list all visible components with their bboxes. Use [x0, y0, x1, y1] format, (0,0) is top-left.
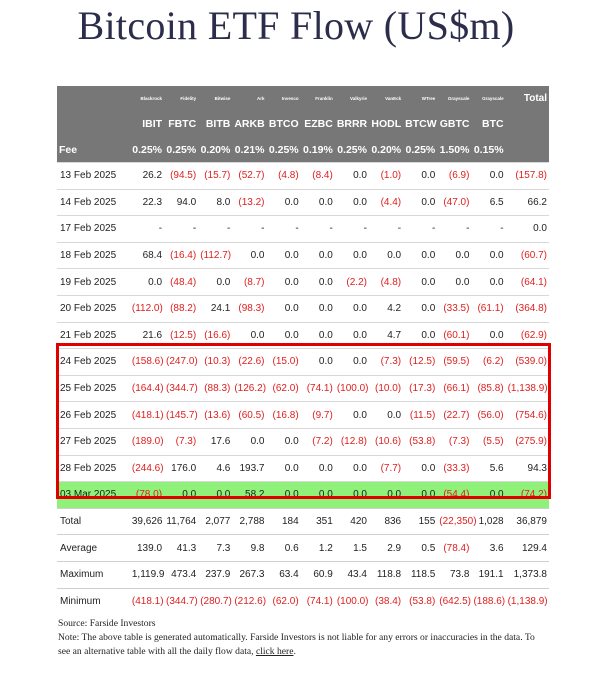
footer — [58, 617, 538, 659]
flow-cell: 0.0 — [232, 242, 266, 269]
flow-cell: 0.0 — [267, 269, 301, 296]
flow-cell: 0.0 — [232, 428, 266, 455]
fee-cell: 0.20% — [198, 138, 232, 163]
flow-cell: (13.6) — [198, 402, 232, 429]
page-title: Bitcoin ETF Flow (US$m) — [77, 3, 515, 48]
issuer-header-cell: Invesco — [267, 86, 301, 110]
ticker-header-cell: BTC — [471, 110, 505, 138]
flow-cell: 176.0 — [164, 455, 198, 482]
date-cell: 28 Feb 2025 — [57, 455, 130, 482]
flow-cell: (33.3) — [437, 455, 471, 482]
flow-cell: 0.0 — [335, 455, 369, 482]
flow-cell: (4.4) — [369, 189, 403, 216]
flow-cell: (74.1) — [301, 375, 335, 402]
date-cell: 17 Feb 2025 — [57, 216, 130, 243]
flow-cell: 68.4 — [130, 242, 164, 269]
stat-cell: (418.1) — [130, 588, 164, 614]
flow-cell: (7.3) — [164, 428, 198, 455]
flow-cell: - — [267, 216, 301, 243]
fee-cell: 0.20% — [369, 138, 403, 163]
row-total-cell: (157.8) — [506, 163, 549, 190]
stat-cell: 1,119.9 — [130, 561, 164, 588]
flow-cell: (7.2) — [301, 428, 335, 455]
stats-row — [57, 588, 549, 614]
flow-cell: (112.0) — [130, 295, 164, 322]
stat-label-cell: Total — [57, 508, 130, 535]
fee-label-cell: Fee — [57, 138, 130, 163]
stat-cell: 118.5 — [403, 561, 437, 588]
row-total-cell: (64.1) — [506, 269, 549, 296]
stat-cell: 2.9 — [369, 535, 403, 562]
table-row — [57, 455, 549, 482]
flow-cell: (8.4) — [301, 163, 335, 190]
stat-cell: 191.1 — [471, 561, 505, 588]
flow-cell: (344.7) — [164, 375, 198, 402]
issuer-header-cell: Valkyrie — [335, 86, 369, 110]
stat-cell: 41.3 — [164, 535, 198, 562]
ticker-header-row — [57, 110, 549, 138]
fee-cell: 0.15% — [471, 138, 505, 163]
flow-cell: (7.3) — [369, 349, 403, 376]
stat-cell: 118.8 — [369, 561, 403, 588]
flow-cell: (12.8) — [335, 428, 369, 455]
flow-cell: (7.7) — [369, 455, 403, 482]
flow-cell: (48.4) — [164, 269, 198, 296]
click-here-link[interactable]: click here — [255, 646, 294, 657]
flow-cell: (98.3) — [232, 295, 266, 322]
flow-cell: (10.0) — [369, 375, 403, 402]
flow-cell: 4.7 — [369, 322, 403, 349]
stat-cell: 1,028 — [471, 508, 505, 535]
stat-total-cell: 1,373.8 — [506, 561, 549, 588]
flow-cell: 0.0 — [437, 242, 471, 269]
stat-cell: (280.7) — [198, 588, 232, 614]
flow-cell: 0.0 — [198, 269, 232, 296]
flow-cell: (10.3) — [198, 349, 232, 376]
flow-cell: (15.0) — [267, 349, 301, 376]
stats-row — [57, 508, 549, 535]
flow-cell: 0.0 — [403, 189, 437, 216]
stats-row — [57, 561, 549, 588]
etf-flow-table — [57, 86, 549, 614]
flow-cell: (6.9) — [437, 163, 471, 190]
table-row — [57, 428, 549, 455]
stat-cell: (642.5) — [437, 588, 471, 614]
flow-cell: 0.0 — [471, 242, 505, 269]
table-row — [57, 189, 549, 216]
ticker-header-cell: BTCO — [267, 110, 301, 138]
flow-cell: (145.7) — [164, 402, 198, 429]
flow-cell: 0.0 — [301, 189, 335, 216]
flow-cell: (52.7) — [232, 163, 266, 190]
flow-cell: 0.0 — [403, 455, 437, 482]
row-total-cell: (275.9) — [506, 428, 549, 455]
flow-cell: (17.3) — [403, 375, 437, 402]
row-total-cell: 66.2 — [506, 189, 549, 216]
stat-cell: 836 — [369, 508, 403, 535]
stat-cell: (38.4) — [369, 588, 403, 614]
header-blank-cell — [506, 110, 549, 138]
stat-cell: 351 — [301, 508, 335, 535]
flow-cell: 0.0 — [335, 482, 369, 509]
flow-cell: 0.0 — [301, 455, 335, 482]
flow-cell: 0.0 — [471, 322, 505, 349]
stat-cell: 473.4 — [164, 561, 198, 588]
flow-cell: 58.2 — [232, 482, 266, 509]
stat-cell: 139.0 — [130, 535, 164, 562]
flow-cell: (7.3) — [437, 428, 471, 455]
flow-cell: (88.2) — [164, 295, 198, 322]
fee-cell: 0.25% — [403, 138, 437, 163]
flow-cell: 0.0 — [335, 402, 369, 429]
flow-cell: 22.3 — [130, 189, 164, 216]
date-cell: 19 Feb 2025 — [57, 269, 130, 296]
flow-cell: (189.0) — [130, 428, 164, 455]
stat-label-cell: Maximum — [57, 561, 130, 588]
flow-cell: (9.7) — [301, 402, 335, 429]
table-row — [57, 242, 549, 269]
issuer-header-cell: Grayscale — [471, 86, 505, 110]
date-cell: 14 Feb 2025 — [57, 189, 130, 216]
flow-cell: (88.3) — [198, 375, 232, 402]
header-blank-cell — [57, 110, 130, 138]
row-total-cell: (1,138.9) — [506, 375, 549, 402]
flow-cell: 0.0 — [232, 322, 266, 349]
flow-cell: (11.5) — [403, 402, 437, 429]
issuer-header-cell: Grayscale — [437, 86, 471, 110]
flow-cell: (22.7) — [437, 402, 471, 429]
stat-cell: (78.4) — [437, 535, 471, 562]
flow-cell: (100.0) — [335, 375, 369, 402]
ticker-header-cell: HODL — [369, 110, 403, 138]
issuer-header-cell: WTree — [403, 86, 437, 110]
flow-cell: 193.7 — [232, 455, 266, 482]
flow-cell: - — [164, 216, 198, 243]
stat-cell: 2,788 — [232, 508, 266, 535]
stat-cell: 60.9 — [301, 561, 335, 588]
flow-cell: (247.0) — [164, 349, 198, 376]
flow-cell: (6.2) — [471, 349, 505, 376]
flow-cell: - — [130, 216, 164, 243]
table-row — [57, 322, 549, 349]
issuer-header-cell: Fidelity — [164, 86, 198, 110]
flow-cell: 0.0 — [335, 242, 369, 269]
flow-cell: 94.0 — [164, 189, 198, 216]
flow-cell: (5.5) — [471, 428, 505, 455]
daily-flows — [57, 163, 549, 509]
fee-cell: 0.25% — [130, 138, 164, 163]
flow-cell: 0.0 — [471, 482, 505, 509]
flow-cell: - — [369, 216, 403, 243]
ticker-header-cell: BTCW — [403, 110, 437, 138]
stat-cell: 0.5 — [403, 535, 437, 562]
date-cell: 03 Mar 2025 — [57, 482, 130, 509]
flow-cell: 0.0 — [403, 242, 437, 269]
table-row — [57, 349, 549, 376]
flow-cell: 4.2 — [369, 295, 403, 322]
issuer-header-cell: Franklin — [301, 86, 335, 110]
issuer-header-cell: Blackrock — [130, 86, 164, 110]
header-corner-cell — [57, 86, 130, 110]
stat-cell: 11,764 — [164, 508, 198, 535]
flow-cell: 0.0 — [267, 428, 301, 455]
flow-cell: (59.5) — [437, 349, 471, 376]
flow-cell: - — [335, 216, 369, 243]
flow-cell: (16.4) — [164, 242, 198, 269]
fee-cell: 1.50% — [437, 138, 471, 163]
flow-cell: 17.6 — [198, 428, 232, 455]
issuer-header-cell: VanEck — [369, 86, 403, 110]
flow-cell: 0.0 — [335, 163, 369, 190]
flow-cell: (53.8) — [403, 428, 437, 455]
row-total-cell: (754.6) — [506, 402, 549, 429]
stat-cell: 420 — [335, 508, 369, 535]
row-total-cell: 94.3 — [506, 455, 549, 482]
stat-cell: (62.0) — [267, 588, 301, 614]
date-cell: 18 Feb 2025 — [57, 242, 130, 269]
flow-cell: 0.0 — [301, 482, 335, 509]
date-cell: 13 Feb 2025 — [57, 163, 130, 190]
flow-cell: 26.2 — [130, 163, 164, 190]
table-row — [57, 375, 549, 402]
flow-cell: 0.0 — [403, 269, 437, 296]
flow-cell: 0.0 — [369, 482, 403, 509]
ticker-header-cell: BITB — [198, 110, 232, 138]
stat-cell: (212.6) — [232, 588, 266, 614]
table-row — [57, 163, 549, 190]
flow-cell: 0.0 — [267, 242, 301, 269]
flow-cell: (12.5) — [164, 322, 198, 349]
flow-cell: 0.0 — [471, 269, 505, 296]
flow-cell: 0.0 — [437, 269, 471, 296]
stat-total-cell: 36,879 — [506, 508, 549, 535]
ticker-header-cell: FBTC — [164, 110, 198, 138]
flow-cell: 0.0 — [403, 482, 437, 509]
stat-cell: (100.0) — [335, 588, 369, 614]
stat-label-cell: Average — [57, 535, 130, 562]
flow-cell: 21.6 — [130, 322, 164, 349]
stat-cell: 3.6 — [471, 535, 505, 562]
header-blank-cell — [506, 138, 549, 163]
fee-header-row — [57, 138, 549, 163]
ticker-header-cell: IBIT — [130, 110, 164, 138]
flow-cell: (12.5) — [403, 349, 437, 376]
flow-cell: 0.0 — [301, 322, 335, 349]
date-cell: 27 Feb 2025 — [57, 428, 130, 455]
stat-cell: 1.5 — [335, 535, 369, 562]
flow-cell: - — [198, 216, 232, 243]
row-total-cell: (60.7) — [506, 242, 549, 269]
flow-cell: (418.1) — [130, 402, 164, 429]
stat-cell: (344.7) — [164, 588, 198, 614]
flow-cell: (1.0) — [369, 163, 403, 190]
flow-cell: (60.5) — [232, 402, 266, 429]
flow-cell: 0.0 — [335, 322, 369, 349]
flow-cell: (4.8) — [267, 163, 301, 190]
fee-cell: 0.25% — [267, 138, 301, 163]
table-row — [57, 216, 549, 243]
flow-cell: (85.8) — [471, 375, 505, 402]
date-cell: 20 Feb 2025 — [57, 295, 130, 322]
row-total-cell: (74.2) — [506, 482, 549, 509]
flow-cell: (13.2) — [232, 189, 266, 216]
issuer-header-row — [57, 86, 549, 110]
flow-cell: 0.0 — [267, 189, 301, 216]
stats-row — [57, 535, 549, 562]
stat-cell: 155 — [403, 508, 437, 535]
flow-cell: (33.5) — [437, 295, 471, 322]
flow-cell: (112.7) — [198, 242, 232, 269]
stat-cell: 63.4 — [267, 561, 301, 588]
flow-cell: 24.1 — [198, 295, 232, 322]
flow-cell: (15.7) — [198, 163, 232, 190]
fee-cell: 0.19% — [301, 138, 335, 163]
flow-cell: (126.2) — [232, 375, 266, 402]
date-cell: 26 Feb 2025 — [57, 402, 130, 429]
stat-total-cell: (1,138.9) — [506, 588, 549, 614]
stat-cell: 184 — [267, 508, 301, 535]
stat-total-cell: 129.4 — [506, 535, 549, 562]
flow-cell: 0.0 — [198, 482, 232, 509]
flow-cell: (22.6) — [232, 349, 266, 376]
flow-cell: 0.0 — [335, 295, 369, 322]
flow-cell: (16.6) — [198, 322, 232, 349]
table-row — [57, 269, 549, 296]
flow-cell: (94.5) — [164, 163, 198, 190]
flow-cell: 0.0 — [403, 322, 437, 349]
stat-cell: (53.8) — [403, 588, 437, 614]
ticker-header-cell: BRRR — [335, 110, 369, 138]
stat-cell: 237.9 — [198, 561, 232, 588]
flow-cell: 0.0 — [267, 295, 301, 322]
flow-cell: 0.0 — [130, 269, 164, 296]
row-total-cell: (539.0) — [506, 349, 549, 376]
summary-stats — [57, 508, 549, 614]
flow-cell: 6.5 — [471, 189, 505, 216]
row-total-cell: (364.8) — [506, 295, 549, 322]
table-row — [57, 295, 549, 322]
flow-cell: (8.7) — [232, 269, 266, 296]
flow-cell: 5.6 — [471, 455, 505, 482]
table-row — [57, 402, 549, 429]
flow-cell: 0.0 — [267, 455, 301, 482]
flow-cell: (66.1) — [437, 375, 471, 402]
stat-cell: 9.8 — [232, 535, 266, 562]
flow-cell: (78.0) — [130, 482, 164, 509]
row-total-cell: (62.9) — [506, 322, 549, 349]
flow-cell: (56.0) — [471, 402, 505, 429]
stat-cell: 0.6 — [267, 535, 301, 562]
flow-cell: (158.6) — [130, 349, 164, 376]
flow-cell: - — [403, 216, 437, 243]
date-cell: 25 Feb 2025 — [57, 375, 130, 402]
flow-cell: (54.4) — [437, 482, 471, 509]
ticker-header-cell: EZBC — [301, 110, 335, 138]
flow-cell: 8.0 — [198, 189, 232, 216]
table-header — [57, 86, 549, 163]
date-cell: 21 Feb 2025 — [57, 322, 130, 349]
fee-cell: 0.25% — [335, 138, 369, 163]
link-suffix: . — [293, 646, 296, 657]
total-header-cell: Total — [506, 86, 549, 110]
flow-cell: (244.6) — [130, 455, 164, 482]
flow-cell: 0.0 — [403, 163, 437, 190]
flow-cell: 0.0 — [301, 349, 335, 376]
flow-cell: (62.0) — [267, 375, 301, 402]
ticker-header-cell: GBTC — [437, 110, 471, 138]
flow-cell: 0.0 — [369, 402, 403, 429]
stat-cell: (188.6) — [471, 588, 505, 614]
flow-cell: - — [232, 216, 266, 243]
flow-cell: 0.0 — [301, 242, 335, 269]
table-row — [57, 482, 549, 509]
flow-cell: (164.4) — [130, 375, 164, 402]
fee-cell: 0.21% — [232, 138, 266, 163]
flow-cell: 0.0 — [335, 189, 369, 216]
flow-cell: (4.8) — [369, 269, 403, 296]
disclaimer-text: Note: The above table is generated automatically. Farside Investors is not liable for any errors or inaccuracies in the data. To see an alternative table with all the daily flow data, — [58, 632, 535, 657]
flow-cell: 0.0 — [301, 295, 335, 322]
flow-cell: 0.0 — [403, 295, 437, 322]
flow-cell: 4.6 — [198, 455, 232, 482]
flow-cell: 0.0 — [471, 163, 505, 190]
issuer-header-cell: Bitwise — [198, 86, 232, 110]
fee-cell: 0.25% — [164, 138, 198, 163]
date-cell: 24 Feb 2025 — [57, 349, 130, 376]
stat-cell: (22,350) — [437, 508, 471, 535]
stat-cell: 73.8 — [437, 561, 471, 588]
issuer-header-cell: Ark — [232, 86, 266, 110]
stat-label-cell: Minimum — [57, 588, 130, 614]
flow-cell: (2.2) — [335, 269, 369, 296]
flow-cell: (16.8) — [267, 402, 301, 429]
flow-cell: 0.0 — [369, 242, 403, 269]
flow-cell: 0.0 — [335, 349, 369, 376]
flow-cell: (60.1) — [437, 322, 471, 349]
flow-cell: - — [301, 216, 335, 243]
flow-cell: (10.6) — [369, 428, 403, 455]
flow-cell: - — [437, 216, 471, 243]
stat-cell: 2,077 — [198, 508, 232, 535]
flow-cell: 0.0 — [164, 482, 198, 509]
stat-cell: 7.3 — [198, 535, 232, 562]
stat-cell: 43.4 — [335, 561, 369, 588]
flow-cell: 0.0 — [267, 322, 301, 349]
stat-cell: (74.1) — [301, 588, 335, 614]
disclaimer-note — [58, 631, 538, 659]
flow-cell: - — [471, 216, 505, 243]
stat-cell: 1.2 — [301, 535, 335, 562]
stat-cell: 39,626 — [130, 508, 164, 535]
stat-cell: 267.3 — [232, 561, 266, 588]
flow-cell: (61.1) — [471, 295, 505, 322]
flow-cell: (47.0) — [437, 189, 471, 216]
ticker-header-cell: ARKB — [232, 110, 266, 138]
row-total-cell: 0.0 — [506, 216, 549, 243]
flow-cell: 0.0 — [267, 482, 301, 509]
source-note: Source: Farside Investors — [58, 618, 156, 629]
flow-cell: 0.0 — [301, 269, 335, 296]
